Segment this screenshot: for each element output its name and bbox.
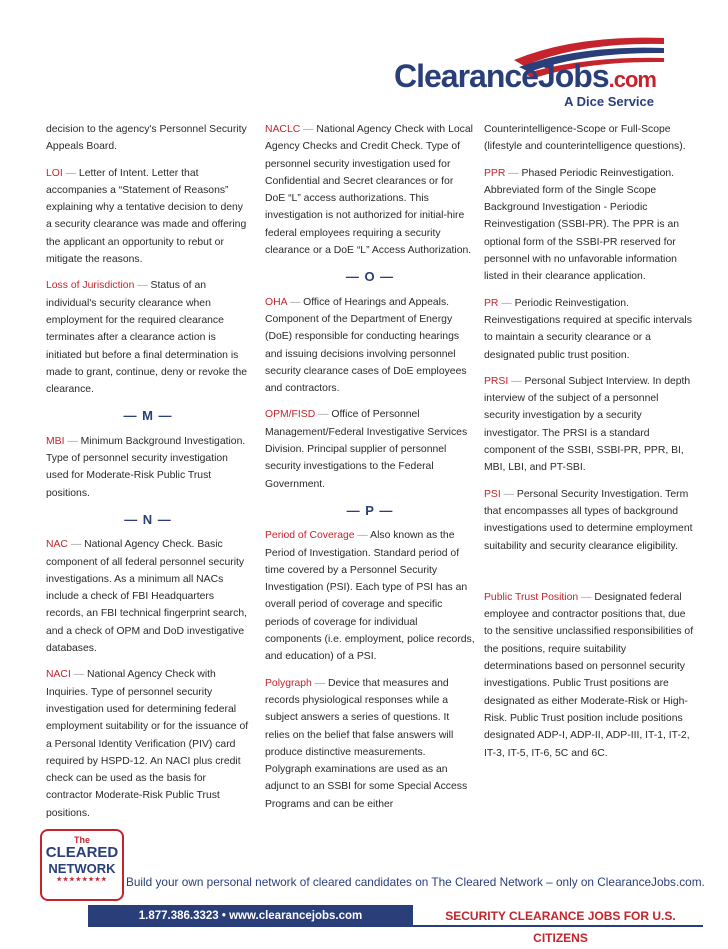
stars-icon: ★★★★★★★★ — [56, 877, 108, 883]
definition: National Agency Check. Basic component of all federal personnel security investigations. As a minimum all NACs include a check of FBI Headquarters records, an FBI technical fingerprint search, and a check of OPM and DoD investigative databases. — [46, 539, 247, 655]
definition: Office of Personnel Management/Federal Investigative Services Division. Principal supplier of personnel security investigations to the Federal Government. — [265, 409, 468, 490]
entry-public-trust-position: Public Trust Position — Designated federal employee and contractor positions that, due to the sensitive unclassified responsibilities of the positions, require suitability determinations based on personnel security investigations. Public Trust positions are designated as either Moderate-Risk or High-Risk. Public Trust position include positions designated ADP-I, ADP-II, ADP-III, IT-1, IT-2, IT-3, IT-5, IT-6, 5C and 6C. — [484, 591, 694, 759]
clearancejobs-logo[interactable] — [364, 30, 664, 120]
section-letter-o: — O — — [345, 269, 395, 285]
section-letter-p: — P — — [346, 502, 394, 518]
definition: Also known as the Period of Investigation. Standard period of time covered by a Personnel Security Investigation (PSI). Each type of PSI has an overall period of coverage and specific periods of coverage for individual components (i.e. employment, police records, and education) of a PSI. — [265, 530, 475, 663]
term: PSI — [484, 488, 501, 500]
glossary-column-1 — [46, 121, 250, 831]
term: PR — [484, 297, 499, 309]
term: NAC — [46, 539, 68, 551]
term: NACI — [46, 669, 71, 681]
footer-bar — [88, 905, 703, 945]
term: PPR — [484, 167, 506, 179]
entry-period-of-coverage: Period of Coverage — Also known as the Period of Investigation. Standard period of time covered by a Personnel Security Investigation (PSI). Each type of PSI has an overall period of coverage and specific periods of coverage for individual components (i.e. employment, police records, and education) of a PSI. — [265, 530, 475, 663]
logo-wordmark: ClearanceJobs.com — [393, 58, 656, 94]
footer-rule — [88, 925, 703, 927]
footer-slogan: SECURITY CLEARANCE JOBS FOR U.S. CITIZENS — [418, 905, 703, 927]
definition: Designated federal employee and contractor positions that, due to the sensitive unclassified responsibilities of the positions, require suitability determinations based on personnel security investigations. Public Trust positions are designated as either Moderate-Risk or High-Risk. Public Trust position include positions designated ADP-I, ADP-II, ADP-III, IT-1, IT-2, IT-3, IT-5, IT-6, 5C and 6C. — [484, 591, 694, 759]
definition: Office of Hearings and Appeals. Component of the Department of Energy (DoE) responsible for conducting hearings and issuing decisions involving personnel security clearance cases of DoE employees and contractors. — [265, 296, 467, 395]
footer-contact[interactable]: 1.877.386.3323 • www.clearancejobs.com — [88, 905, 413, 927]
definition: Personal Subject Interview. In depth interview of the subject of a personnel security investigation by a security investigator. The PRSI is a standard component of the SSBI, SSBI-PR, PPR, BI, MBI, LBI, and PT-SBI. — [484, 375, 691, 474]
term: PRSI — [484, 375, 509, 387]
definition: National Agency Check with Inquiries. Type of personnel security investigation used for determining federal employment suitability or for the issuance of a Personal Identity Verification (PIV) card required by HSPD-12. An NACI plus credit check can be used as the basis for contractor Moderate-Risk Public Trust positions. — [46, 669, 249, 819]
continued-text: Counterintelligence-Scope or Full-Scope (lifestyle and counterintelligence questions). — [484, 124, 686, 153]
definition: Status of an individual's security clearance when employment for the required clearance terminates after a clearance action is initiated but before a final determination is made to grant, continue, deny or revoke the clearance. — [46, 280, 248, 396]
definition: Device that measures and records physiological responses while a subject answers a series of questions. It relies on the belief that false answers will produce distinctive measurements. Polygraph examinations are used as an adjunct to an SSBI for some Special Access Programs and can be either — [265, 677, 468, 810]
glossary-column-2 — [265, 121, 475, 822]
entry-opm-fisd: OPM/FISD — Office of Personnel Management/Federal Investigative Services Division. Principal supplier of personnel security investigations to the Federal Government. — [265, 409, 468, 490]
term: MBI — [46, 435, 65, 447]
cleared-network-badge[interactable] — [40, 829, 124, 901]
term: LOI — [46, 167, 63, 179]
definition: Phased Periodic Reinvestigation. Abbreviated form of the Single Scope Background Investigation - Periodic Reinvestigation (SSBI-PR). The PPR is an optional form of the SSBI-PR reserved for personnel with no unfavorable information listed in their clearance application. — [484, 167, 680, 283]
definition: Personal Security Investigation. Term that encompasses all types of background investigations used to determine employment suitability and security clearance eligibility. — [484, 488, 693, 552]
promo-text: Build your own personal network of cleared candidates on The Cleared Network – only on ClearanceJobs.com. — [126, 875, 705, 889]
entry-naclc: NACLC — National Agency Check with Local Agency Checks and Credit Check. Type of personnel security investigation used for Confidential and Secret clearances or for DoE “L” access authorizations. This investigation is not authorized for initial-hire federal employees requiring a security clearance or a DoE “L” Access Authorization. — [265, 124, 473, 257]
entry-prsi: PRSI — Personal Subject Interview. In depth interview of the subject of a personnel security investigation by a security investigator. The PRSI is a standard component of the SSBI, SSBI-PR, PPR, BI, MBI, LBI, and PT-SBI. — [484, 375, 691, 474]
definition: Periodic Reinvestigation. Reinvestigations required at specific intervals to maintain a security clearance or a designated public trust position. — [484, 297, 692, 361]
term: Period of Coverage — [265, 530, 355, 542]
glossary-column-3 — [484, 121, 694, 771]
definition: Minimum Background Investigation. Type of personnel security investigation used for Moderate-Risk Public Trust positions. — [46, 435, 246, 499]
entry-loi: LOI — Letter of Intent. Letter that accompanies a “Statement of Reasons” explaining why a tentative decision to deny a security clearance was made and offering the applicant an opportunity to rebut or mitigate the reasons. — [46, 167, 247, 266]
term: NACLC — [265, 124, 301, 135]
entry-mbi: MBI — Minimum Background Investigation. Type of personnel security investigation used for Moderate-Risk Public Trust positions. — [46, 435, 246, 499]
term: OPM/FISD — [265, 409, 316, 421]
entry-ppr: PPR — Phased Periodic Reinvestigation. Abbreviated form of the Single Scope Background Investigation - Periodic Reinvestigation (SSBI-PR). The PPR is an optional form of the SSBI-PR reserved for personnel with no unfavorable information listed in their clearance application. — [484, 167, 680, 283]
section-letter-n: — N — — [124, 511, 172, 527]
term: Polygraph — [265, 677, 312, 689]
entry-pr: PR — Periodic Reinvestigation. Reinvestigations required at specific intervals to maintain a security clearance or a designated public trust position. — [484, 297, 692, 361]
definition: Letter of Intent. Letter that accompanies a “Statement of Reasons” explaining why a tentative decision to deny a security clearance was made and offering the applicant an opportunity to rebut or mitigate the reasons. — [46, 167, 247, 266]
term: Public Trust Position — [484, 591, 579, 603]
entry-nac: NAC — National Agency Check. Basic component of all federal personnel security investigations. As a minimum all NACs include a check of FBI Headquarters records, an FBI technical fingerprint search, and a check of OPM and DoD investigative databases. — [46, 539, 247, 655]
term: Loss of Jurisdiction — [46, 280, 135, 292]
badge-the: The — [73, 835, 90, 845]
definition: National Agency Check with Local Agency Checks and Credit Check. Type of personnel security investigation used for Confidential and Secret clearances or for DoE “L” access authorizations. This investigation is not authorized for initial-hire federal employees requiring a security clearance or a DoE “L” Access Authorization. — [265, 124, 473, 257]
entry-loss-of-jurisdiction: Loss of Jurisdiction — Status of an individual's security clearance when employment for the required clearance terminates after a clearance action is initiated but before a final determination is made to grant, continue, deny or revoke the clearance. — [46, 280, 248, 396]
badge-network: NETWORK — [48, 861, 116, 876]
section-letter-m: — M — — [123, 408, 173, 424]
continued-text: decision to the agency's Personnel Security Appeals Board. — [46, 124, 247, 153]
term: OHA — [265, 296, 287, 308]
entry-oha: OHA — Office of Hearings and Appeals. Component of the Department of Energy (DoE) responsible for conducting hearings and issuing decisions involving personnel security clearance cases of DoE employees and contractors. — [265, 296, 467, 395]
entry-psi: PSI — Personal Security Investigation. Term that encompasses all types of background investigations used to determine employment suitability and security clearance eligibility. — [484, 488, 693, 552]
entry-polygraph: Polygraph — Device that measures and records physiological responses while a subject answers a series of questions. It relies on the belief that false answers will produce distinctive measurements. Polygraph examinations are used as an adjunct to an SSBI for some Special Access Programs and can be either — [265, 677, 468, 810]
badge-cleared: CLEARED — [45, 844, 119, 861]
entry-naci: NACI — National Agency Check with Inquiries. Type of personnel security investigation used for determining federal employment suitability or for the issuance of a Personal Identity Verification (PIV) card required by HSPD-12. An NACI plus credit check can be used as the basis for contractor Moderate-Risk Public Trust positions. — [46, 669, 249, 819]
logo-tagline: A Dice Service — [564, 94, 654, 109]
